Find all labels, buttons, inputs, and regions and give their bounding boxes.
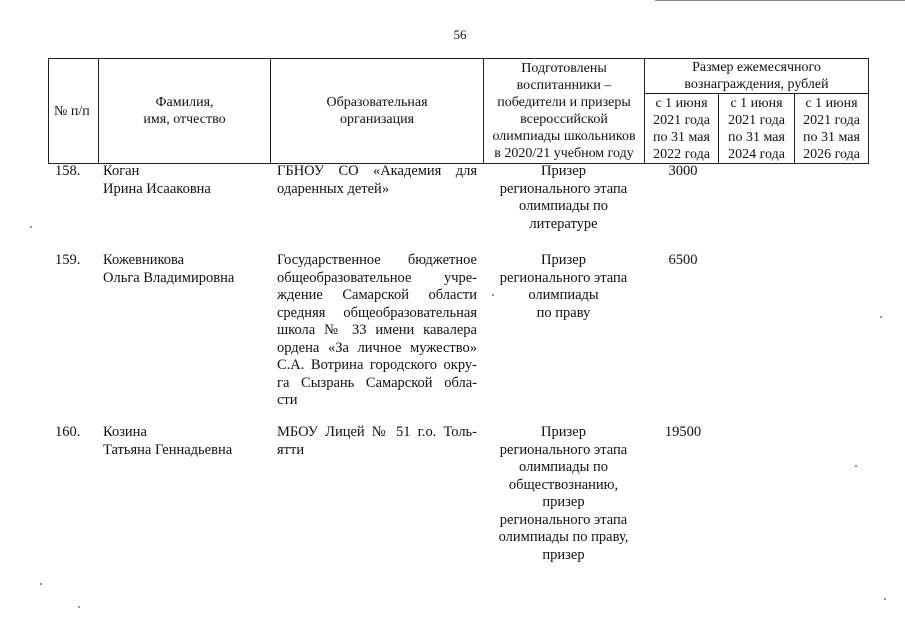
- header-org: Образовательная организация: [271, 59, 484, 164]
- header-period-3: с 1 июня 2021 года по 31 мая 2026 года: [795, 94, 869, 164]
- row-org: Государственное бюджетное общеобразовательное учре- ждение Самарской области средняя общеобразовательная школа № 33 имени кавалера ордена «За личное мужество» С.А. Вотрина городского окру- га Сызрань Самарской обла- сти: [277, 252, 477, 408]
- header-award: Размер ежемесячного вознаграждения, рублей: [645, 59, 869, 94]
- row-achievement: Призер регионального этапа олимпиады по праву: [499, 252, 628, 321]
- row-name: Коган Ирина Исааковна: [103, 163, 211, 197]
- scan-speck: [492, 294, 494, 296]
- scan-speck: [78, 606, 80, 608]
- row-amount: 19500: [664, 424, 702, 440]
- row-num: 160.: [55, 424, 81, 440]
- row-num: 158.: [55, 163, 81, 179]
- row-num: 159.: [55, 252, 81, 268]
- row-org: МБОУ Лицей № 51 г.о. Толь- ятти: [277, 424, 477, 458]
- row-achievement: Призер регионального этапа олимпиады по обществознанию, призер регионального этапа олимпиады по праву, призер: [498, 424, 629, 563]
- scan-speck: [40, 583, 42, 585]
- scan-speck: [880, 316, 882, 318]
- page-number: 56: [453, 27, 467, 42]
- row-amount: 6500: [668, 252, 698, 268]
- row-name: Козина Татьяна Геннадьевна: [103, 424, 233, 458]
- header-period-1: с 1 июня 2021 года по 31 мая 2022 года: [645, 94, 719, 164]
- top-rule: [655, 0, 905, 1]
- header-num: № п/п: [49, 59, 99, 164]
- row-org: ГБНОУ СО «Академия для одаренных детей»: [277, 163, 477, 197]
- header-period-2: с 1 июня 2021 года по 31 мая 2024 года: [719, 94, 795, 164]
- scan-speck: [855, 465, 857, 467]
- row-name: Кожевникова Ольга Владимировна: [103, 252, 235, 286]
- header-table: [48, 58, 869, 164]
- row-amount: 3000: [668, 163, 698, 179]
- header-prepared: Подготовлены воспитанники – победители и призеры всероссийской олимпиады школьников в 2020/21 учебном году: [484, 59, 645, 164]
- scan-speck: [884, 598, 886, 600]
- row-achievement: Призер регионального этапа олимпиады по литературе: [499, 163, 628, 232]
- header-name: Фамилия, имя, отчество: [99, 59, 271, 164]
- scan-speck: [30, 226, 32, 228]
